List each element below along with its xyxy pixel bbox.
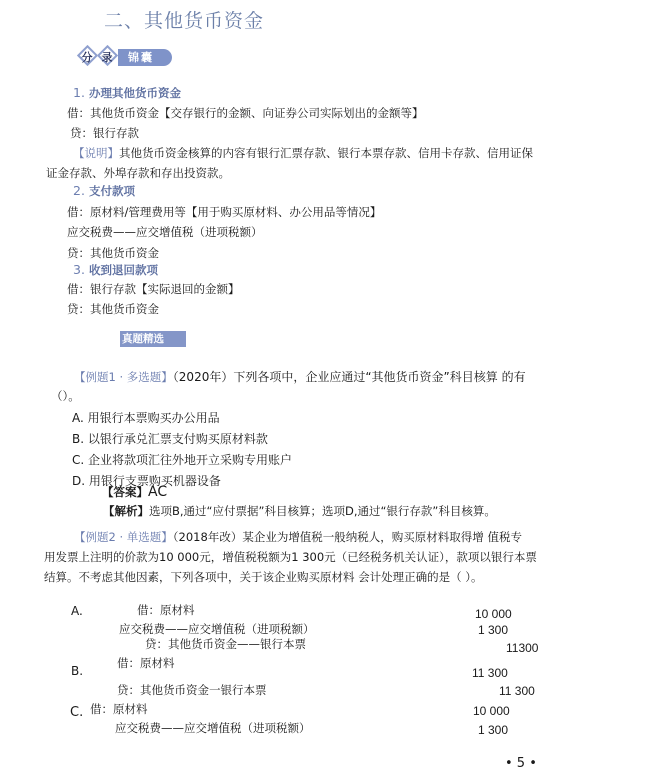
entry-heading-1 <box>73 85 181 101</box>
analysis-tag: 【解析】 <box>103 504 149 518</box>
example2-option-b-letter: B. <box>71 664 84 678</box>
example1-question-line-2: （）。 <box>51 389 80 403</box>
entry-heading-text: 支付款项 <box>88 184 135 198</box>
badge-char-1: 分 <box>81 51 93 64</box>
journal-row: 借：原材料 <box>90 702 148 716</box>
example1-answer <box>102 484 167 500</box>
entry-line: 借：原材料/管理费用等【用于购买原材料、办公用品等情况】 <box>67 205 382 219</box>
journal-row: 借：原材料 <box>117 656 175 670</box>
example1-option-b: B. 以银行承兑汇票支付购买原材料款 <box>72 432 268 446</box>
journal-amount: 11300 <box>506 641 539 655</box>
entry-tips-badge <box>76 46 176 68</box>
note-text: 其他货币资金核算的内容有银行汇票存款、银行本票存款、信用卡存款、信用证保 <box>119 146 533 160</box>
entry-line: 借：银行存款【实际退回的金额】 <box>67 282 240 296</box>
journal-row: 贷：其他货币资金一银行本票 <box>117 683 267 697</box>
example1-option-d: D. 用银行支票购买机器设备 <box>72 474 221 488</box>
example1-analysis <box>103 503 496 519</box>
journal-row: 应交税费——应交增值税（进项税额） <box>119 622 315 636</box>
real-exam-label: 真题精选 <box>120 331 186 347</box>
entry-heading-text: 办理其他货币资金 <box>88 86 181 100</box>
example2-tag: 【例题2 · 单选题】 <box>74 530 173 544</box>
page-number: • 5 • <box>505 756 537 771</box>
example2-option-a-letter: A. <box>71 604 83 618</box>
example2-question-line-1 <box>74 529 522 545</box>
entry-number: 3. <box>73 262 85 277</box>
example2-question-line-3: 结算。不考虑其他因素，下列各项中，关于该企业购买原材料 会计处理正确的是（ ）。 <box>44 570 483 584</box>
journal-amount: 11 300 <box>499 684 535 698</box>
entry-number: 2. <box>73 183 85 198</box>
journal-amount: 1 300 <box>478 723 509 737</box>
journal-row: 应交税费——应交增值税（进项税额） <box>115 721 311 735</box>
entry-line: 借：其他货币资金【交存银行的金额、向证券公司实际划出的金额等】 <box>67 106 424 120</box>
example2-text: （2018年改）某企业为增值税一般纳税人，购买原材料取得增 值税专 <box>172 530 522 544</box>
journal-amount: 10 000 <box>473 704 510 718</box>
entry-heading-3 <box>73 262 158 278</box>
entry-number: 1. <box>73 85 85 100</box>
note-line-2: 证金存款、外埠存款和存出投资款。 <box>46 166 230 180</box>
entry-line: 贷：其他货币资金 <box>67 302 159 316</box>
example1-tag: 【例题1 · 多选题】 <box>74 370 173 384</box>
journal-amount: 11 300 <box>472 666 508 680</box>
note-tag: 【说明】 <box>73 146 119 160</box>
example1-option-a: A. 用银行本票购买办公用品 <box>72 411 220 425</box>
entry-line: 应交税费——应交增值税（进项税额） <box>67 225 263 239</box>
journal-row: 贷：其他货币资金——银行本票 <box>145 637 306 651</box>
entry-heading-text: 收到退回款项 <box>88 263 158 277</box>
journal-amount: 1 300 <box>478 623 509 637</box>
entry-line: 贷：银行存款 <box>70 126 139 140</box>
note-line-1 <box>73 145 533 161</box>
entry-line: 贷：其他货币资金 <box>67 246 159 260</box>
example2-question-line-2: 用发票上注明的价款为10 000元，增值税税额为1 300元（已经税务机关认证），款项以银行本票 <box>44 550 537 564</box>
example1-question-line-1 <box>74 368 526 385</box>
journal-amount: 10 000 <box>475 607 512 621</box>
badge-pill: 锦囊 <box>118 49 172 66</box>
answer-tag: 【答案】 <box>102 485 148 499</box>
answer-value: AC <box>148 484 168 500</box>
example1-option-c: C. 企业将款项汇往外地开立采购专用账户 <box>72 453 293 467</box>
example1-text: （2020年）下列各项中，企业应通过“其他货币资金”科目核算 的有 <box>172 370 526 384</box>
journal-row: 借：原材料 <box>137 603 195 617</box>
example2-option-c-letter: C. <box>70 705 84 720</box>
entry-heading-2 <box>73 183 135 199</box>
section-title: 二、其他货币资金 <box>104 10 265 32</box>
analysis-text: 选项B,通过“应付票据”科目核算；选项D,通过“银行存款”科目核算。 <box>149 504 496 518</box>
badge-char-2: 录 <box>101 51 113 64</box>
